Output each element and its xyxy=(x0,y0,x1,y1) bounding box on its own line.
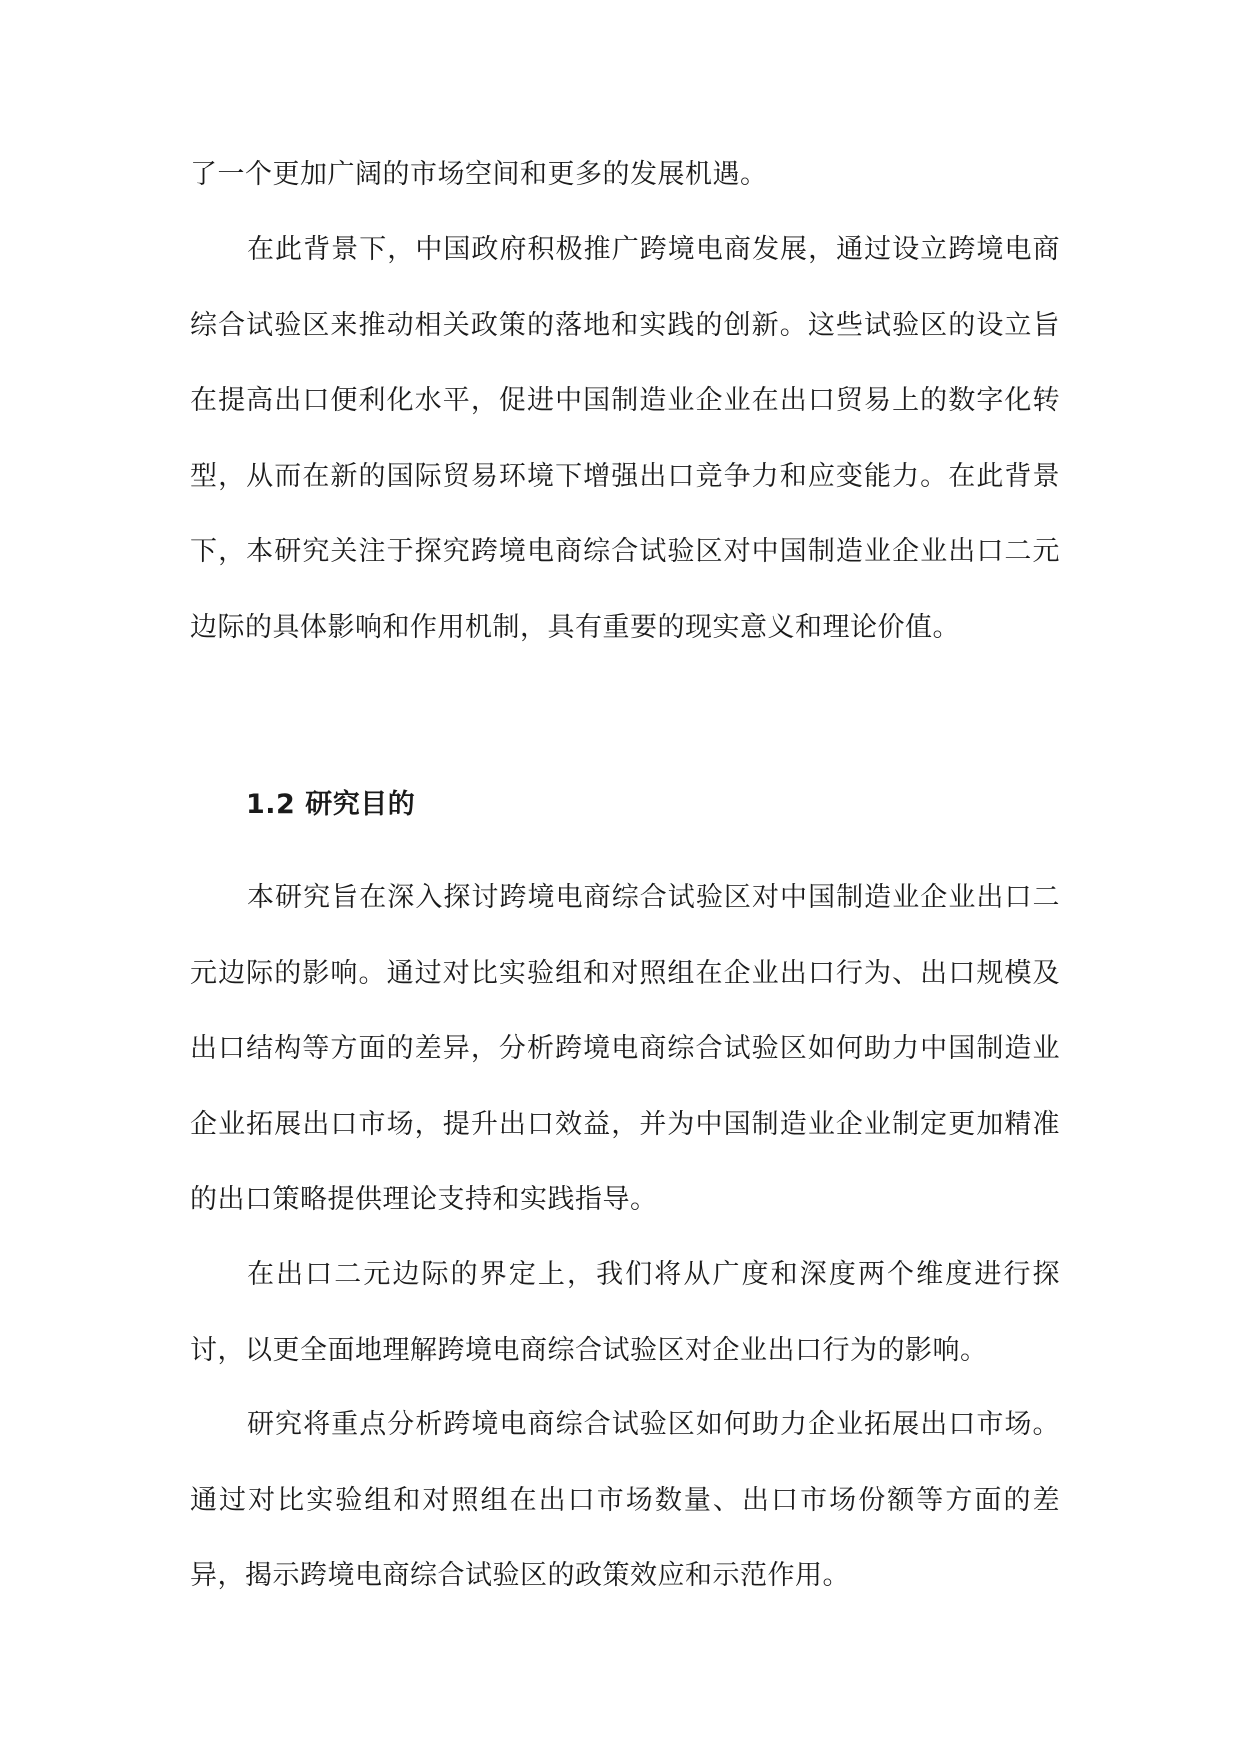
paragraph-continuation: 了一个更加广阔的市场空间和更多的发展机遇。 xyxy=(190,159,768,190)
paragraph-background: 在此背景下，中国政府积极推广跨境电商发展，通过设立跨境电商综合试验区来推动相关政策的落地和实践的创新。这些试验区的设立旨在提高出口便利化水平，促进中国制造业企业在出口贸易上的数字化转型，从而在新的国际贸易环境下增强出口竞争力和应变能力。在此背景下，本研究关注于探究跨境电商综合试验区对中国制造业企业出口二元边际的具体影响和作用机制，具有重要的现实意义和理论价值。 xyxy=(190,234,1060,643)
paragraph-purpose: 本研究旨在深入探讨跨境电商综合试验区对中国制造业企业出口二元边际的影响。通过对比实验组和对照组在企业出口行为、出口规模及出口结构等方面的差异，分析跨境电商综合试验区如何助力中国制造业企业拓展出口市场，提升出口效益，并为中国制造业企业制定更加精准的出口策略提供理论支持和实践指导。 xyxy=(190,882,1060,1216)
paragraph-margin-definition: 在出口二元边际的界定上，我们将从广度和深度两个维度进行探讨，以更全面地理解跨境电商综合试验区对企业出口行为的影响。 xyxy=(190,1259,1060,1366)
section-heading: 1.2 研究目的 xyxy=(246,789,416,820)
paragraph-research-focus: 研究将重点分析跨境电商综合试验区如何助力企业拓展出口市场。通过对比实验组和对照组在出口市场数量、出口市场份额等方面的差异，揭示跨境电商综合试验区的政策效应和示范作用。 xyxy=(190,1409,1060,1592)
